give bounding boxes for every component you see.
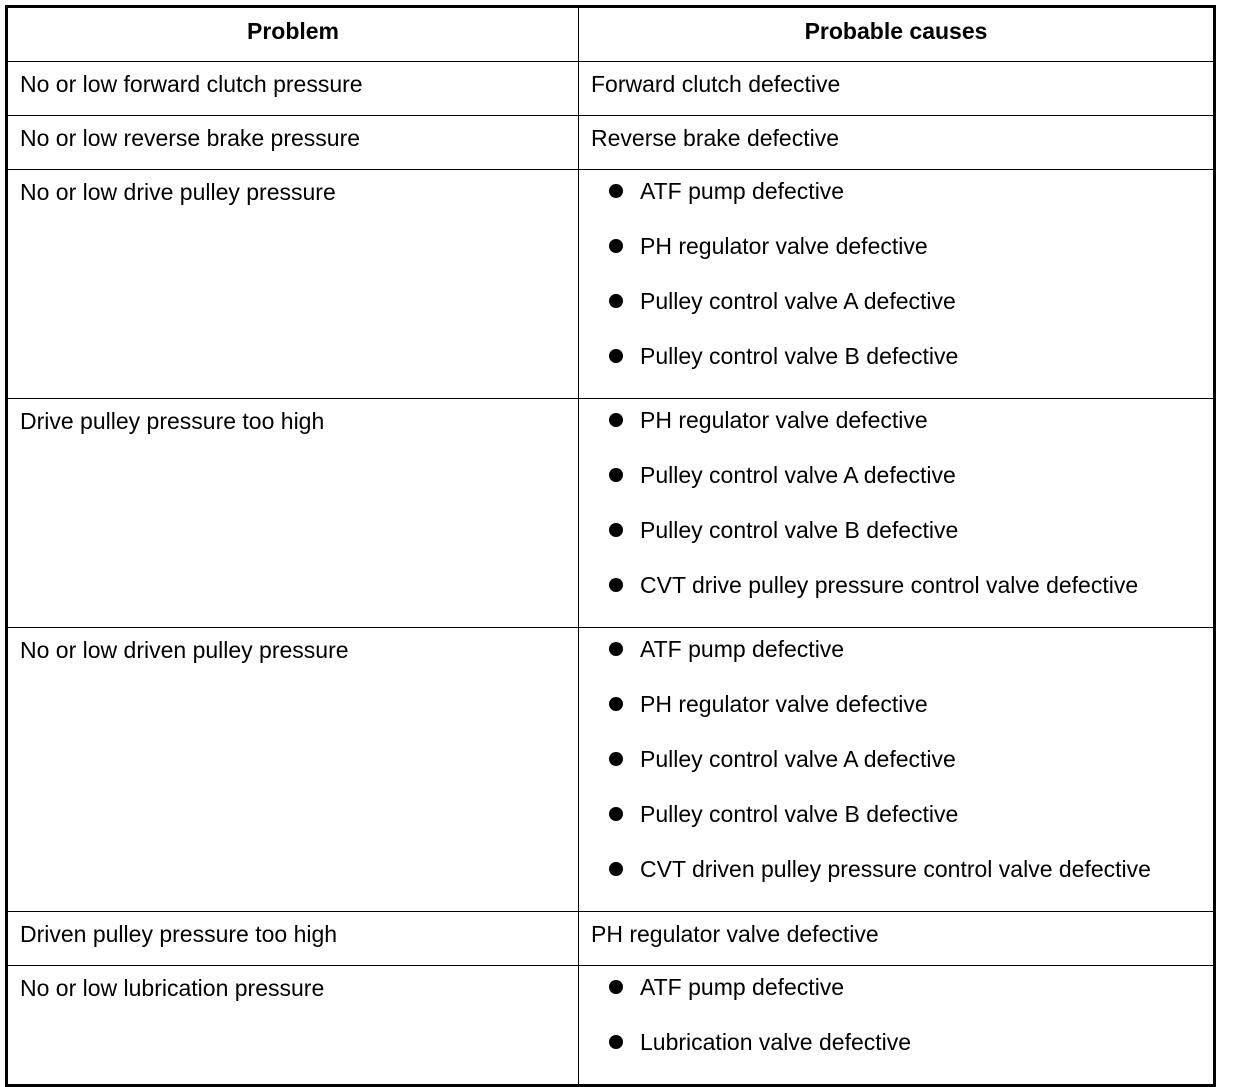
list-item bbox=[579, 746, 1213, 801]
problem-cell bbox=[7, 912, 579, 966]
problem-text: Drive pulley pressure too high bbox=[20, 408, 325, 434]
table-row bbox=[7, 62, 1215, 116]
table-row bbox=[7, 912, 1215, 966]
header-probable-causes: Probable causes bbox=[579, 7, 1215, 62]
list-item bbox=[579, 636, 1213, 691]
cause-text: ATF pump defective bbox=[640, 636, 845, 662]
bullet-icon bbox=[609, 807, 623, 821]
cause-text: ATF pump defective bbox=[640, 974, 845, 1000]
list-item bbox=[579, 462, 1213, 517]
problem-text: No or low forward clutch pressure bbox=[20, 71, 363, 97]
list-item bbox=[579, 517, 1213, 572]
bullet-icon bbox=[609, 468, 623, 482]
cause-text: PH regulator valve defective bbox=[640, 691, 928, 717]
cause-list bbox=[579, 399, 1213, 627]
cause-list bbox=[579, 628, 1213, 911]
cause-text: Pulley control valve B defective bbox=[640, 343, 959, 369]
cause-cell bbox=[579, 399, 1215, 628]
cause-text: Pulley control valve B defective bbox=[640, 517, 959, 543]
cause-text: Reverse brake defective bbox=[591, 125, 840, 151]
cause-text: ATF pump defective bbox=[640, 178, 845, 204]
list-item bbox=[579, 407, 1213, 462]
table-row bbox=[7, 628, 1215, 912]
cause-list bbox=[579, 170, 1213, 398]
list-item bbox=[579, 288, 1213, 343]
bullet-icon bbox=[609, 862, 623, 876]
troubleshooting-table bbox=[5, 5, 1216, 1087]
list-item bbox=[579, 178, 1213, 233]
cause-text: CVT driven pulley pressure control valve defective bbox=[640, 856, 1151, 882]
problem-cell bbox=[7, 628, 579, 912]
list-item bbox=[579, 801, 1213, 856]
list-item bbox=[579, 974, 1213, 1029]
list-item bbox=[579, 343, 1213, 398]
cause-text: Lubrication valve defective bbox=[640, 1029, 912, 1055]
bullet-icon bbox=[609, 642, 623, 656]
cause-text: CVT drive pulley pressure control valve defective bbox=[640, 572, 1139, 598]
cause-cell bbox=[579, 116, 1215, 170]
bullet-icon bbox=[609, 184, 623, 198]
bullet-icon bbox=[609, 239, 623, 253]
cause-text: PH regulator valve defective bbox=[640, 233, 928, 259]
list-item bbox=[579, 1029, 1213, 1084]
problem-text: No or low lubrication pressure bbox=[20, 975, 325, 1001]
bullet-icon bbox=[609, 413, 623, 427]
cause-list bbox=[579, 966, 1213, 1084]
bullet-icon bbox=[609, 523, 623, 537]
cause-text: Pulley control valve A defective bbox=[640, 462, 956, 488]
problem-cell bbox=[7, 116, 579, 170]
cause-text: Pulley control valve A defective bbox=[640, 288, 956, 314]
list-item bbox=[579, 233, 1213, 288]
bullet-icon bbox=[609, 294, 623, 308]
cause-cell bbox=[579, 912, 1215, 966]
problem-text: No or low driven pulley pressure bbox=[20, 637, 349, 663]
cause-text: PH regulator valve defective bbox=[640, 407, 928, 433]
bullet-icon bbox=[609, 697, 623, 711]
bullet-icon bbox=[609, 578, 623, 592]
problem-cell bbox=[7, 170, 579, 399]
cause-text: Forward clutch defective bbox=[591, 71, 841, 97]
table-row bbox=[7, 170, 1215, 399]
bullet-icon bbox=[609, 980, 623, 994]
list-item bbox=[579, 691, 1213, 746]
problem-cell bbox=[7, 62, 579, 116]
problem-cell bbox=[7, 399, 579, 628]
cause-text: Pulley control valve B defective bbox=[640, 801, 959, 827]
bullet-icon bbox=[609, 752, 623, 766]
problem-text: No or low drive pulley pressure bbox=[20, 179, 336, 205]
table-header-row bbox=[7, 7, 1215, 62]
cause-cell bbox=[579, 966, 1215, 1086]
cause-cell bbox=[579, 170, 1215, 399]
table-row bbox=[7, 116, 1215, 170]
bullet-icon bbox=[609, 349, 623, 363]
list-item bbox=[579, 856, 1213, 911]
problem-cell bbox=[7, 966, 579, 1086]
cause-text: PH regulator valve defective bbox=[591, 921, 879, 947]
problem-text: Driven pulley pressure too high bbox=[20, 921, 338, 947]
list-item bbox=[579, 572, 1213, 627]
header-problem: Problem bbox=[7, 7, 579, 62]
bullet-icon bbox=[609, 1035, 623, 1049]
table-row bbox=[7, 399, 1215, 628]
cause-cell bbox=[579, 62, 1215, 116]
problem-text: No or low reverse brake pressure bbox=[20, 125, 361, 151]
table-row bbox=[7, 966, 1215, 1086]
cause-cell bbox=[579, 628, 1215, 912]
cause-text: Pulley control valve A defective bbox=[640, 746, 956, 772]
